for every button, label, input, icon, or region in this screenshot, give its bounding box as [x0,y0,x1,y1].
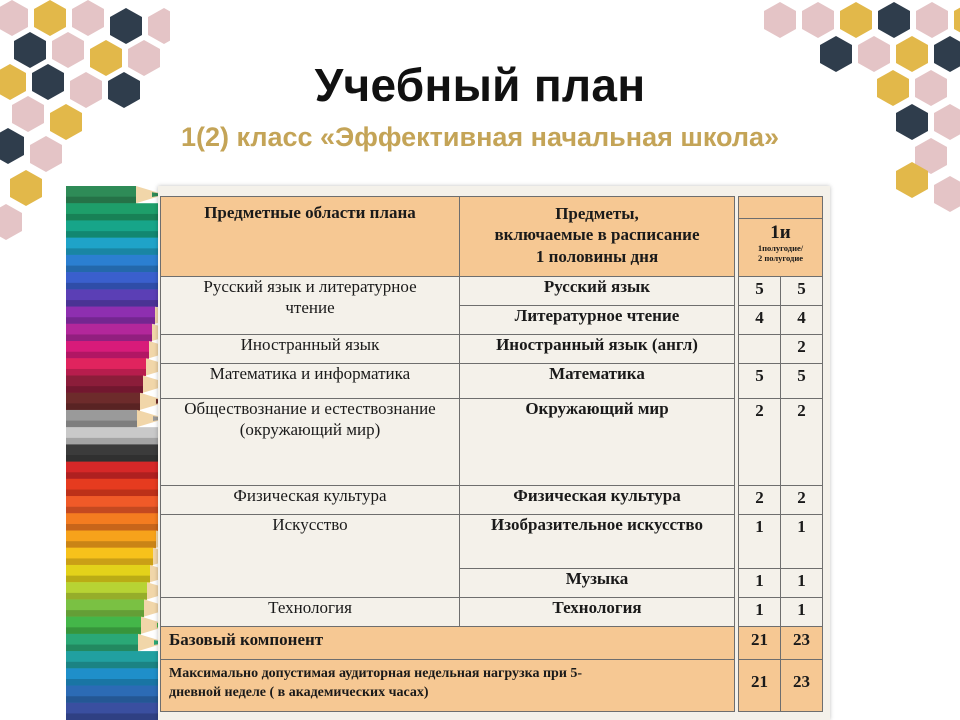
subject-literature: Литературное чтение [460,306,735,335]
curriculum-table [160,196,735,712]
hours-header-top [739,197,823,219]
subject-music: Музыка [460,569,735,598]
period-line: 2 полугодие [757,252,804,263]
subject-russian: Русский язык [460,277,735,306]
class-header [739,219,823,277]
subject-fine-art: Изобразительное искусство [460,515,735,569]
hours-world-h2: 2 [781,399,823,486]
max-load-line: дневной неделе ( в академических часах) [169,684,429,700]
subject-math: Математика [460,364,735,399]
hours-world-h1: 2 [739,399,781,486]
hours-math-h1: 5 [739,364,781,399]
hours-math-h2: 5 [781,364,823,399]
max-load-line: Максимально допустимая аудиторная недельная нагрузка при 5- [169,666,583,681]
hours-fine-art-h1: 1 [739,515,781,569]
class-label: 1и [770,222,791,243]
hours-literature-h2: 4 [781,306,823,335]
hours-music-h1: 1 [739,569,781,598]
subject-world-around: Окружающий мир [460,399,735,486]
header-subjects-line: Предметы, [555,204,639,223]
area-math-informatics: Математика и информатика [161,364,460,399]
hours-fine-art-h2: 1 [781,515,823,569]
hours-max-load-h1: 21 [739,660,781,712]
subject-english: Иностранный язык (англ) [460,335,735,364]
area-foreign-language: Иностранный язык [161,335,460,364]
header-subjects [460,197,735,277]
period-line: 1полугодие/ [757,243,804,254]
subject-technology: Технология [460,598,735,627]
hours-pe-h1: 2 [739,486,781,515]
hours-russian-h1: 5 [739,277,781,306]
subject-physical-culture: Физическая культура [460,486,735,515]
header-subject-areas: Предметные области плана [161,197,460,277]
area-social-natural-science: Обществознание и естествознание (окружающий мир) [161,399,460,486]
area-russian-literature: Русский язык и литературное чтение [161,277,460,335]
hours-pe-h2: 2 [781,486,823,515]
hours-literature-h1: 4 [739,306,781,335]
base-component-label: Базовый компонент [161,627,735,660]
hours-technology-h1: 1 [739,598,781,627]
header-subjects-line: 1 половины дня [535,246,659,266]
page-subtitle: 1(2) класс «Эффективная начальная школа» [180,122,780,152]
hours-russian-h2: 5 [781,277,823,306]
hours-table [738,196,823,712]
hours-english-h1 [739,335,781,364]
hours-base-total-h2: 23 [781,627,823,660]
hours-technology-h2: 1 [781,598,823,627]
header-subjects-line: включаемые в расписание [494,225,700,245]
area-technology: Технология [161,598,460,627]
area-art: Искусство [161,515,460,598]
page-title: Учебный план [314,59,646,111]
hours-english-h2: 2 [781,335,823,364]
hours-base-total-h1: 21 [739,627,781,660]
hours-music-h2: 1 [781,569,823,598]
hours-max-load-h2: 23 [781,660,823,712]
area-physical-culture: Физическая культура [161,486,460,515]
max-load-label [161,660,735,712]
